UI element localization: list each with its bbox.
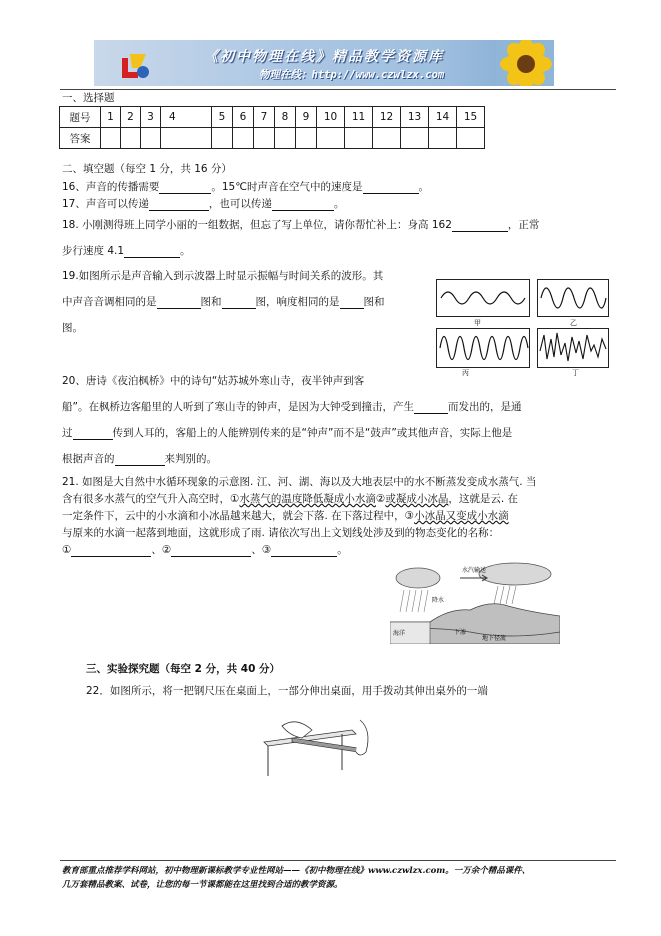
- question-19-line1: 19.如图所示是声音输入到示波器上时显示振幅与时间关系的波形。其: [62, 270, 384, 282]
- question-20-line1: 20、唐诗《夜泊枫桥》中的诗句“姑苏城外寒山寺，夜半钟声到客: [62, 375, 365, 387]
- figure-label-infiltration: 下渗: [454, 629, 467, 636]
- header-rule: [60, 89, 616, 90]
- blank[interactable]: [149, 198, 209, 211]
- answer-cell[interactable]: [345, 128, 373, 149]
- blank[interactable]: [71, 544, 151, 557]
- answer-cell[interactable]: [121, 128, 141, 149]
- blank[interactable]: [340, 296, 364, 309]
- waveform-label: 丙: [462, 369, 469, 377]
- blank[interactable]: [157, 296, 201, 309]
- answer-cell[interactable]: [254, 128, 275, 149]
- blank[interactable]: [271, 544, 337, 557]
- footer-line-2: 几万套精品教案、试卷，让您的每一节课都能在这里找到合适的教学资源。: [62, 880, 343, 890]
- question-number: 14: [429, 107, 457, 128]
- answer-cell[interactable]: [429, 128, 457, 149]
- ruler-on-table-figure: [262, 712, 374, 778]
- answer-cell[interactable]: [233, 128, 254, 149]
- question-number: 7: [254, 107, 275, 128]
- section-heading-experiment: 三、实验探究题（每空 2 分，共 40 分）: [86, 663, 281, 675]
- table-row: [60, 107, 485, 128]
- question-21-line5: ① 、② 、③ 。: [62, 544, 348, 556]
- blank[interactable]: [73, 427, 113, 440]
- footer-line-1: 教育部重点推荐学科网站，初中物理新课标教学专业性网站——《初中物理在线》www.czwlzx.com。一万余个精品课件、: [62, 866, 531, 876]
- figure-label-sea: 海洋: [393, 630, 406, 637]
- question-number: 3: [141, 107, 161, 128]
- waveform-yi: [537, 279, 609, 317]
- answer-table: [59, 106, 485, 149]
- question-21-line2: 含有很多水蒸气的空气升入高空时，①水蒸气的温度降低凝成小水滴②或凝成小冰晶，这就是云. 在: [62, 493, 519, 505]
- question-20-line4: 根据声音的 来判别的。: [62, 453, 217, 465]
- blank[interactable]: [272, 198, 334, 211]
- question-18-line2: 步行速度 4.1 。: [62, 245, 191, 257]
- answer-cell[interactable]: [212, 128, 233, 149]
- waveform-label: 丁: [572, 369, 579, 377]
- question-number: 15: [457, 107, 485, 128]
- section-heading-fill: 二、填空题（每空 1 分，共 16 分）: [62, 163, 232, 175]
- question-20-line3: 过 传到人耳的，客船上的人能辨别传来的是“钟声”而不是“鼓声”或其他声音，实际上他是: [62, 427, 513, 439]
- question-number: 11: [345, 107, 373, 128]
- question-number: 1: [101, 107, 121, 128]
- question-number: 10: [317, 107, 345, 128]
- blank[interactable]: [159, 181, 211, 194]
- figure-label-precip: 降水: [432, 597, 445, 604]
- answer-cell[interactable]: [373, 128, 401, 149]
- question-16: 16、声音的传播需要 。15℃时声音在空气中的速度是 。: [62, 181, 430, 193]
- figure-label-groundwater: 地下径流: [482, 635, 507, 642]
- answer-cell[interactable]: [317, 128, 345, 149]
- answer-cell[interactable]: [457, 128, 485, 149]
- question-22: 22．如图所示，将一把钢尺压在桌面上，一部分伸出桌面，用手拨动其伸出桌外的一端: [86, 685, 488, 697]
- question-number: 5: [212, 107, 233, 128]
- question-18-line1: 18. 小刚测得班上同学小丽的一组数据，但忘了写上单位，请你帮忙补上：身高 162 ，正常: [62, 219, 540, 231]
- sunflower-image: [496, 40, 554, 86]
- question-number: 6: [233, 107, 254, 128]
- question-21-line3: 一定条件下，云中的小水滴和小冰晶越来越大，就会下落. 在下落过程中，③小冰晶又变成小水滴: [62, 510, 509, 522]
- waveform-bing: [436, 328, 530, 368]
- question-number: 13: [401, 107, 429, 128]
- header-url: 物理在线：http://www.czwlzx.com: [259, 69, 445, 81]
- question-17: 17、声音可以传递 ，也可以传递 。: [62, 198, 345, 210]
- footer-rule: [60, 860, 616, 861]
- table-row-label: 题号: [60, 107, 101, 128]
- section-heading-choice: 一、选择题: [62, 92, 115, 104]
- blank[interactable]: [452, 219, 508, 232]
- question-21-line4: 与原来的水滴一起落到地面，这就形成了雨. 请依次写出上文划线处涉及到的物态变化的名称：: [62, 527, 500, 539]
- question-number: 9: [296, 107, 317, 128]
- question-number: 12: [373, 107, 401, 128]
- answer-cell[interactable]: [296, 128, 317, 149]
- blank[interactable]: [171, 544, 251, 557]
- blank[interactable]: [124, 245, 180, 258]
- figure-label-vapor: 水汽输送: [462, 567, 487, 574]
- table-row-label: 答案: [60, 128, 101, 149]
- header-title: 《初中物理在线》精品教学资源库: [204, 49, 444, 65]
- question-number: 2: [121, 107, 141, 128]
- blank[interactable]: [414, 401, 448, 414]
- waveform-label: 甲: [474, 319, 481, 327]
- answer-cell[interactable]: [401, 128, 429, 149]
- site-logo-icon: [118, 50, 152, 80]
- answer-cell[interactable]: [275, 128, 296, 149]
- answer-cell[interactable]: [141, 128, 161, 149]
- question-19-line3: 图。: [62, 322, 83, 334]
- question-number: 4: [161, 107, 212, 128]
- answer-cell[interactable]: [101, 128, 121, 149]
- blank[interactable]: [222, 296, 256, 309]
- waveform-jia: [436, 279, 530, 317]
- header-banner: [94, 40, 554, 86]
- blank[interactable]: [115, 453, 165, 466]
- water-cycle-figure: [390, 560, 560, 644]
- answer-cell[interactable]: [161, 128, 212, 149]
- table-row: [60, 128, 485, 149]
- question-20-line2: 船”。在枫桥边客船里的人听到了寒山寺的钟声，是因为大钟受到撞击，产生 而发出的，是通: [62, 401, 522, 413]
- question-19-line2: 中声音音调相同的是 图和 图，响度相同的是 图和: [62, 296, 385, 308]
- question-number: 8: [275, 107, 296, 128]
- blank[interactable]: [363, 181, 419, 194]
- waveform-ding: [537, 328, 609, 368]
- question-21-line1: 21. 如图是大自然中水循环现象的示意图. 江、河、湖、海以及大地表层中的水不断蒸发变成水蒸气. 当: [62, 476, 537, 488]
- waveform-label: 乙: [570, 319, 577, 327]
